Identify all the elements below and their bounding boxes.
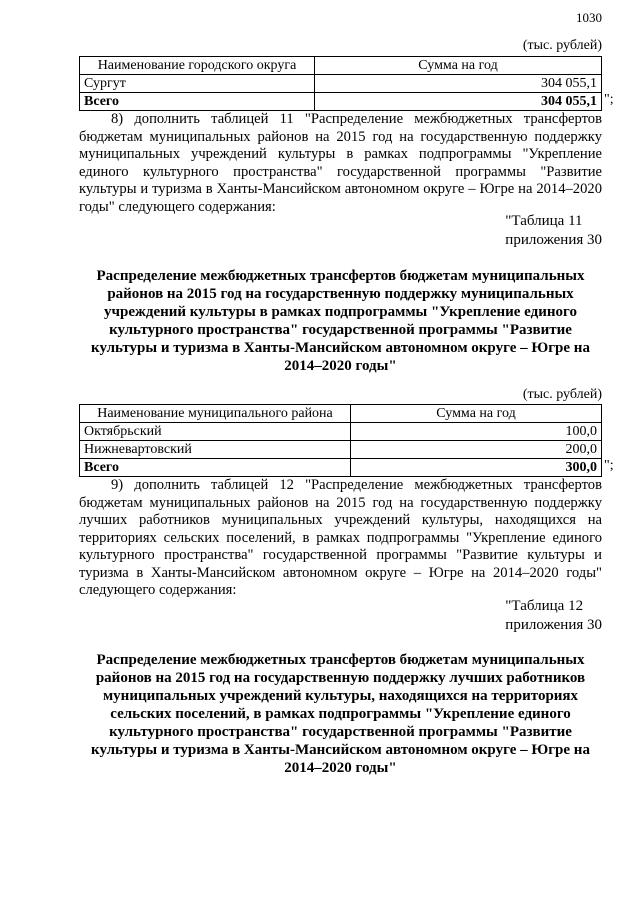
row-name: Сургут — [80, 75, 315, 93]
row-name: Нижневартовский — [80, 441, 351, 459]
table-row — [80, 423, 602, 441]
city-district-table — [79, 56, 602, 111]
table-ref-line: "Таблица 12 — [505, 598, 584, 614]
table-row — [80, 441, 602, 459]
row-sum: 304 055,1 — [315, 75, 602, 93]
table-ref-line: "Таблица 11 — [505, 213, 583, 229]
page-number: 1030 — [576, 10, 602, 25]
total-sum: 300,0 — [351, 459, 602, 477]
table-closing-quote: "; — [604, 458, 614, 473]
table-12-heading: Распределение межбюджетных трансфертов бюджетам муниципальных районов на 2015 год на государственную поддержку лучших работников муниципальных учреждений культуры, находящихся на территориях сельских поселений, в рамках подпрограммы "Укрепление единого культурного пространства" государственной программы "Развитие культуры и туризма в Ханты-Мансийском автономном округе – Югре на 2014–2020 годы" — [91, 652, 590, 776]
total-label: Всего — [80, 93, 315, 111]
total-label: Всего — [80, 459, 351, 477]
column-header-sum: Сумма на год — [351, 405, 602, 423]
table-11-heading: Распределение межбюджетных трансфертов бюджетам муниципальных районов на 2015 год на государственную поддержку муниципальных учреждений культуры в рамках подпрограммы "Укрепление единого культурного пространства" государственной программы "Развитие культуры и туризма в Ханты-Мансийском автономном округе – Югре на 2014–2020 годы" — [91, 268, 590, 374]
table-total-row — [80, 93, 602, 111]
column-header-sum: Сумма на год — [315, 57, 602, 75]
table-reference-11 — [505, 212, 602, 250]
total-sum: 304 055,1 — [315, 93, 602, 111]
units-label: (тыс. рублей) — [522, 387, 602, 402]
column-header-name: Наименование городского округа — [80, 57, 315, 75]
table-total-row — [80, 459, 602, 477]
paragraph-item-8: 8) дополнить таблицей 11 "Распределение межбюджетных трансфертов бюджетам муниципальных районов на 2015 год на государственную поддержку муниципальных учреждений культуры в рамках подпрограммы "Укрепление единого культурного пространства" государственной программы "Развитие культуры и туризма в Ханты-Мансийском автономном округе – Югре на 2014–2020 годы" следующего содержания: — [79, 111, 602, 215]
row-name: Октябрьский — [80, 423, 351, 441]
paragraph-item-9: 9) дополнить таблицей 12 "Распределение межбюджетных трансфертов бюджетам муниципальных районов на 2015 год на государственную поддержку лучших работников муниципальных учреждений культуры, находящихся на территориях сельских поселений, в рамках подпрограммы "Укрепление единого культурного пространства" государственной программы "Развитие культуры и туризма в Ханты-Мансийском автономном округе – Югре на 2014–2020 годы" следующего содержания: — [79, 477, 602, 598]
row-sum: 100,0 — [351, 423, 602, 441]
table-closing-quote: "; — [604, 92, 614, 107]
table-header-row — [80, 57, 602, 75]
units-label: (тыс. рублей) — [522, 38, 602, 53]
table-ref-line: приложения 30 — [505, 617, 602, 633]
municipal-district-table — [79, 404, 602, 477]
table-reference-12 — [505, 597, 602, 635]
row-sum: 200,0 — [351, 441, 602, 459]
table-ref-line: приложения 30 — [505, 232, 602, 248]
table-row — [80, 75, 602, 93]
column-header-name: Наименование муниципального района — [80, 405, 351, 423]
table-header-row — [80, 405, 602, 423]
